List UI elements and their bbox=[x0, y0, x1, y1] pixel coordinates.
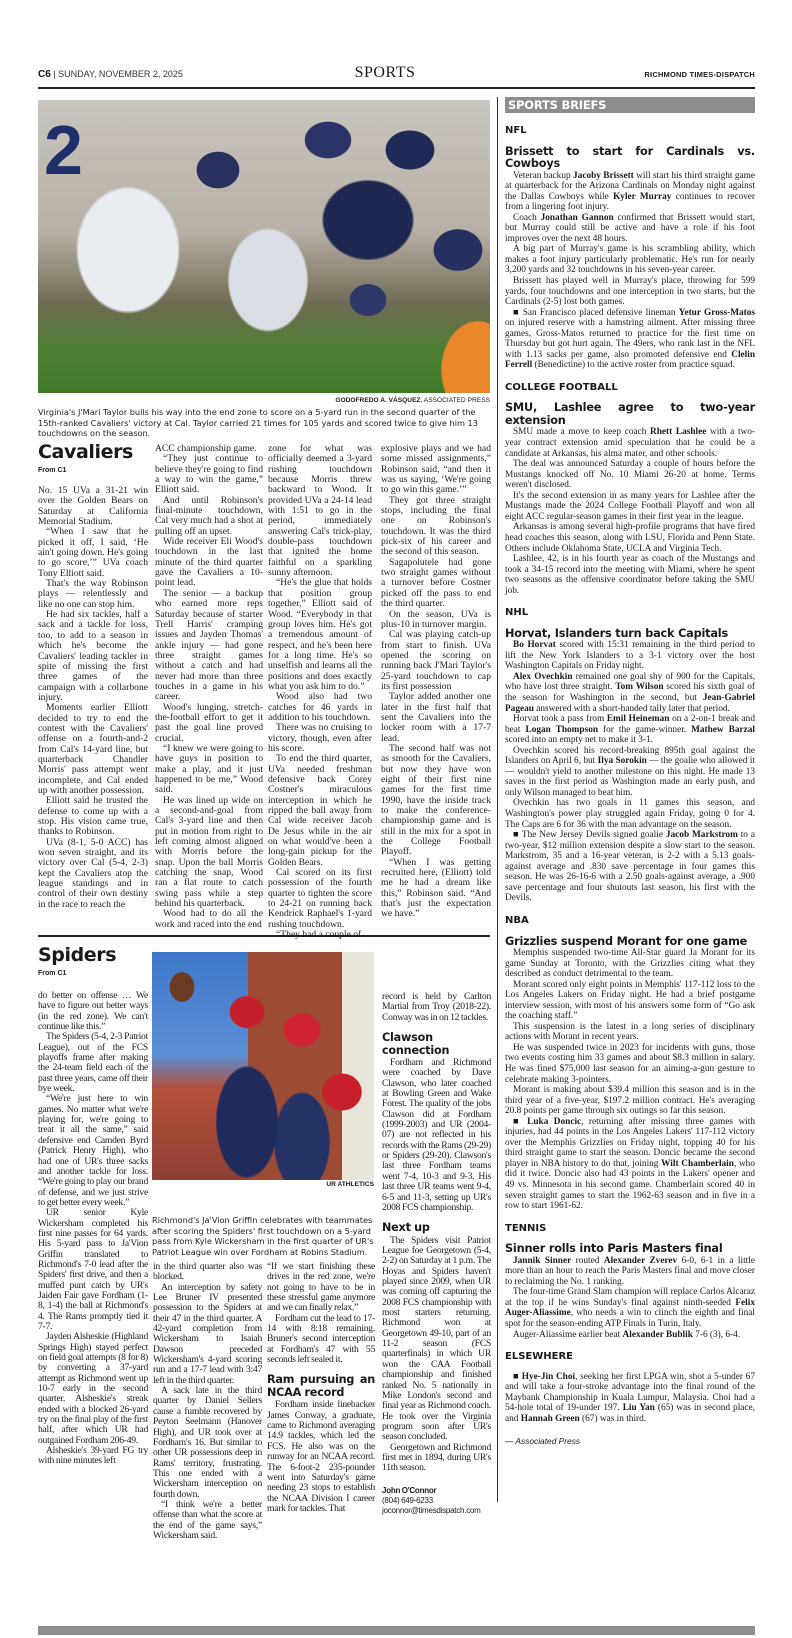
paragraph: “They had a couple of bbox=[276, 929, 362, 941]
byline: (804) 649-6233 bbox=[382, 1495, 433, 1505]
bold-name: Alexander Bublik bbox=[622, 1329, 693, 1340]
paragraph: Wood's lunging, stretch-the-football effort to get it past the goal line proved crucial. bbox=[155, 701, 263, 744]
brief-headline: Horvat, Islanders turn back Capitals bbox=[505, 626, 728, 640]
cavaliers-column-1 bbox=[38, 486, 148, 910]
paragraph bbox=[505, 213, 755, 245]
bold-name: Kyler Murray bbox=[613, 191, 672, 202]
photographer-name: GODOFREDO A. VÁSQUEZ bbox=[335, 397, 421, 404]
text-run: answered with a short-handed tally later that period. bbox=[533, 703, 730, 714]
paragraph: He was suspended twice in 2023 for incidents with guns, those two events costing him 33 games and about $8.3 million in salary. He was fined $75,000 last season for an aiming-a-gun gesture to celebrate making 3-pointers. bbox=[505, 1042, 755, 1085]
paragraph: UVa (8-1, 5-0 ACC) has won seven straight, and its victory over Cal (5-4, 2-3) kept the Cavaliers atop the league standings and in control of their own destiny in the race to reach the bbox=[38, 836, 148, 910]
paragraph: record is held by Carlton Martial from Troy (2018-22). Conway was in on 12 tackles. bbox=[382, 991, 491, 1023]
paragraph bbox=[505, 746, 755, 799]
paragraph: UR senior Kyle Wickersham completed his first nine passes for 64 yards. His 5-yard pass to Ja'Vion Griffin translated to Richmond's 7-0 lead after the Spiders' first drive, and then a muffed punt catch by UR's Jaiden Fair gave Fordham (1-8, 1-4) the ball at Richmond's 4. The Rams promptly tied it 7-7. bbox=[38, 1207, 148, 1332]
paragraph: And until Robinson's final-minute touchdown, Cal very much had a shot at pulling off an upset. bbox=[155, 494, 263, 537]
bold-name: Felix Auger-Aliassime bbox=[505, 1297, 755, 1319]
paragraph: No. 15 UVa a 31-21 win over the Golden Bears on Saturday at California Memorial Stadium. bbox=[38, 485, 148, 528]
text-run: for the game-winner. bbox=[598, 724, 692, 735]
text-run: confirmed that Brissett would start, but Murray could still be active and have a role if his foot improves over the next 48 hours. bbox=[505, 212, 756, 244]
paragraph: “He's the glue that holds that position group together,” Elliott said of Wood. “Everybody in that group loves him. He's got a tremendous amount of respect, and he's been here for a long time. He's so unselfish and learns all the positions and does exactly what you ask him to do.” bbox=[268, 577, 372, 692]
bold-name: Wilt Chamberlain bbox=[661, 1158, 734, 1169]
paragraph: The senior — a backup who earned more reps Saturday because of starter Trell Harris' cramping issues and Jayden Thomas' ankle injury — had gone three straight games without a catch and had never had more than three touches in a game in his career. bbox=[155, 587, 263, 703]
bold-name: Jannik Sinner bbox=[513, 1255, 572, 1266]
brief-category: NHL bbox=[505, 607, 529, 619]
cavaliers-column-2 bbox=[155, 444, 263, 930]
paragraph: explosive plays and we had some missed assignments,” Robinson said, “and then it was us saying, ‘We're going to go win this game.’” bbox=[381, 443, 491, 496]
brief-section-nhl bbox=[505, 608, 755, 904]
brief-section-elsewhere bbox=[505, 1352, 755, 1424]
cavaliers-column-3 bbox=[268, 444, 372, 941]
brief-headline: Brissett to start for Cardinals vs. Cowboys bbox=[505, 144, 755, 171]
bold-name: Alex Ovechkin bbox=[513, 671, 573, 682]
paragraph: Morant scored only eight points in Memphis' 117-112 loss to the Los Angeles Lakers on Friday night. He had a brief postgame interview session, with most of his answers some form of “Go ask the coaching staff.” bbox=[505, 979, 755, 1022]
paragraph bbox=[505, 640, 755, 672]
paragraph: They got three straight stops, including the final one on Robinson's touchdown. It was the third pick-six of his career and the second of this season. bbox=[381, 494, 491, 558]
text-run: Ovechkin scored his record-breaking 895th goal against the Islanders on April 6, but bbox=[505, 745, 755, 767]
brief-headline: Grizzlies suspend Morant for one game bbox=[505, 934, 748, 948]
paragraph: On the season, UVa is plus-10 in turnover margin. bbox=[381, 608, 491, 630]
paragraph: Lashlee, 42, is in his fourth year as coach of the Mustangs and took a 34-15 record into the meeting with Miami, where he spent two seasons as the offensive coordinator before taking the SMU job. bbox=[505, 554, 755, 596]
paragraph: “They just continue to believe they're going to find a way to win the game,” Elliott said. bbox=[155, 453, 263, 496]
paragraph: He had six tackles, half a sack and a tackle for loss, too, to add to a season in which he's become the Cavaliers' leading tackler in spite of missing the first three games of the campaign with a collarbone injury. bbox=[38, 609, 148, 703]
bold-name: Hannah Green bbox=[520, 1413, 580, 1424]
bold-name: Jean-Gabriel Pageau bbox=[505, 693, 755, 714]
jump-line: From C1 bbox=[38, 467, 67, 474]
paragraph: Fordham and Richmond were coached by Dave Clawson, who later coached at Bowling Green and Wake Forest. The quality of the jobs Clawson did at Fordham (1999-2003) and UR (2004-07) are not reflected in his records with the Rams (29-29) or Spiders (29-20). Clawson's last three Fordham teams went 7-4, 10-3 and 9-3. His last three UR teams went 9-4, 6-5 and 11-3, setting up UR's 2008 FCS championship. bbox=[382, 1057, 491, 1213]
paragraph: Arkansas is among several high-profile programs that have fired head coaches this season, along with LSU, Florida and Penn State. Others include Oklahoma State, UCLA and Virginia Tech. bbox=[505, 522, 755, 554]
paragraph: Sagapolutele had gone two straight games without a turnover before Costner picked off the pass to end the third quarter. bbox=[381, 556, 491, 610]
paragraph: Wood also had two catches for 46 yards in addition to his touchdown. bbox=[268, 691, 372, 723]
text-run: Veteran backup bbox=[513, 170, 574, 181]
text-run: scored with 15:31 remaining in the third period to lift the New York Islanders to a 3-1 victory over the host Washington Capitals on Friday night. bbox=[505, 640, 755, 672]
byline: John O'Connor bbox=[382, 1485, 437, 1495]
text-run: on injured reserve with a hamstring ailment. After missing three games, Gross-Matos returned to practice for the first time on Thursday but got hurt again. The 49ers, who rank last in the NFL with 1.13 sacks per game, also promoted defensive end bbox=[505, 318, 755, 360]
paragraph: Cal scored on its first possession of the fourth quarter to tighten the score to 24-21 on running back Kendrick Raphael's 1-yard rushing touchdown. bbox=[268, 867, 372, 930]
brief-category: TENNIS bbox=[505, 1222, 547, 1234]
photo-agency: , ASSOCIATED PRESS bbox=[420, 397, 490, 404]
paragraph: Cal was playing catch-up from start to finish. UVa opened the scoring on running back J'Mari Taylor's 25-yard touchdown to cap its first possession bbox=[381, 629, 491, 692]
paragraph: It's the second extension in as many years for Lashlee after the Mustangs made the 2024 College Football Playoff and won all eight ACC regular-season games in their first year in the league. bbox=[505, 490, 755, 522]
paragraph bbox=[505, 1330, 755, 1341]
paragraph: The deal was announced Saturday a couple of hours before the Mustangs knocked off No. 10 Miami 26-20 at home. Terms weren't disclosed. bbox=[505, 459, 755, 491]
bold-name: Jacob Markstrom bbox=[665, 830, 738, 841]
issue-date: SUNDAY, NOVEMBER 2, 2025 bbox=[58, 69, 183, 79]
text-run: Horvat took a pass from bbox=[513, 714, 607, 725]
text-run: (Benedictine) to the active roster from practice squad. bbox=[532, 360, 735, 371]
subhead: Next up bbox=[382, 1221, 430, 1235]
story-headline: Spiders bbox=[38, 944, 117, 966]
text-run: scored his sixth goal of the season for Washington in the second, but bbox=[505, 682, 755, 704]
paragraph: Memphis suspended two-time All-Star guard Ja Morant for its game Sunday at Toronto, with the Grizzlies citing what they described as conduct detrimental to the team. bbox=[505, 948, 755, 980]
text-run: on a 2-on-1 break and beat bbox=[505, 714, 755, 735]
paragraph bbox=[505, 308, 755, 371]
paragraph: “I think we're a better offense than what the score at the end of the game says,” Wickersham said. bbox=[153, 1498, 262, 1541]
bold-name: Bo Horvat bbox=[513, 640, 556, 651]
brief-category: COLLEGE FOOTBALL bbox=[505, 381, 618, 393]
paragraph bbox=[505, 1372, 755, 1425]
paragraph bbox=[505, 1117, 755, 1212]
brief-section-college-football bbox=[505, 383, 755, 596]
text-run: continues to recover from a lingering foot injury. bbox=[505, 191, 756, 213]
bold-name: Mathew Barzal bbox=[691, 724, 755, 735]
paragraph: in the third quarter also was blocked. bbox=[153, 1261, 262, 1283]
text-run: , who needs a win to clinch the eighth and final spot for the season-ending ATP Finals in Turin, Italy. bbox=[505, 1308, 755, 1329]
paragraph: Georgetown and Richmond first met in 1894, during UR's 11th season. bbox=[382, 1441, 491, 1474]
paragraph: Fordham cut the lead to 17-14 with 8:18 remaining. Bruner's second interception at Fordham's 47 with 55 seconds left sealed it. bbox=[267, 1312, 375, 1366]
cavaliers-photo bbox=[38, 100, 490, 393]
paragraph: Taylor added another one later in the first half that sent the Cavaliers into the locker room with a 17-7 lead. bbox=[381, 691, 491, 744]
paragraph: A sack late in the third quarter by Daniel Sellers cause a fumble recovered by Peyton Seelmann (Hanover High), and UR took over at Fordham's 16. But similar to other UR possessions deep in Rams' territory, frustrating. This one ended with a Wickersham interception on fourth down. bbox=[153, 1385, 262, 1500]
byline: joconnor@timesdispatch.com bbox=[382, 1505, 481, 1515]
paragraph bbox=[505, 1256, 755, 1288]
bold-name: Clelin Ferrell bbox=[505, 349, 755, 371]
newspaper-name: RICHMOND TIMES-DISPATCH bbox=[644, 70, 755, 79]
text-run: (67) was in third. bbox=[579, 1413, 647, 1424]
sports-briefs-banner: SPORTS BRIEFS bbox=[505, 97, 755, 113]
paragraph: “When I was getting recruited here, (Elliott) told me he had a dream like this,” Robinson said. “And that's just the expectation we have.” bbox=[381, 856, 491, 920]
paragraph: “I knew we were going to have guys in position to make a play, and it just happened to be me,” Wood said. bbox=[155, 742, 263, 796]
text-run: — the goalie who allowed it — wouldn't yield to another milestone on this night. He made 13 saves in the first period as Washington made an early push, and only Wilson managed to beat him. bbox=[505, 756, 755, 798]
paragraph: “When I saw that he picked it off, I said, ‘He ain't going down. He's going to go score,’” UVa coach Tony Elliott said. bbox=[38, 526, 148, 579]
photo-caption: Richmond's Ja'Vion Griffin celebrates with teammates after scoring the Spiders' first touchdown on a 5-yard pass from Kyle Wickersham in the first quarter of UR's Patriot League win over Fordham at Robins Stadium. bbox=[152, 1215, 374, 1257]
paragraph: An interception by safety Lee Bruner IV presented possession to the Spiders at their 47 in the third quarter. A 42-yard completion from Wickersham to Isaiah Dawson preceded Wickersham's 4-yard scoring run and a 17-7 lead with 3:47 left in the third quarter. bbox=[153, 1281, 262, 1386]
brief-category: NFL bbox=[505, 125, 527, 136]
header-rule bbox=[38, 87, 755, 89]
paragraph bbox=[505, 714, 755, 746]
paragraph bbox=[505, 672, 755, 714]
paragraph: The Spiders (5-4, 2-3 Patriot League), out of the FCS playoffs frame after making the 24-team field each of the past three years, came off their bye week. bbox=[38, 1031, 148, 1095]
text-run: routed bbox=[571, 1255, 604, 1266]
bold-name: Tom Wilson bbox=[615, 682, 664, 693]
bold-name: Hye-Jin Choi bbox=[521, 1371, 576, 1382]
text-run: 6-0, 6-1 in a little more than an hour to reach the Paris Masters final and move closer to reclaiming the No. 1 ranking. bbox=[505, 1255, 755, 1287]
text-run: (65) was in second place, and bbox=[505, 1403, 755, 1424]
paragraph: Brissett has played well in Murray's place, throwing for 599 yards, four touchdowns and one interception in two starts, but the Cardinals (2-5) lost both games. bbox=[505, 276, 755, 308]
wire-credit: — Associated Press bbox=[505, 1436, 581, 1447]
paragraph bbox=[505, 830, 755, 904]
text-run: ■ bbox=[513, 1371, 522, 1382]
text-run: SMU made a move to keep coach bbox=[513, 427, 651, 438]
paragraph: “We're just here to win games. No matter what we're playing for, we're going to treat it all the same,” said defensive end Camden Byrd (Patrick Henry High), who had one of UR's three sacks and another tackle for loss. “We're going to play our brand of defense, and we just strive to get better every week.” bbox=[38, 1093, 148, 1208]
brief-section-tennis bbox=[505, 1224, 755, 1340]
sports-briefs bbox=[505, 118, 755, 1447]
photo-credit: UR ATHLETICS bbox=[326, 1181, 374, 1188]
paragraph: The second half was not as smooth for the Cavaliers, but now they have won eight of their first nine games for the first time 1990, have the inside track to make the conference-championship game and is still in the mix for a spot in the College Football Playoff. bbox=[381, 742, 491, 858]
bold-name: Rhett Lashlee bbox=[650, 427, 707, 438]
spiders-column-2 bbox=[153, 1262, 262, 1541]
bold-name: Luka Doncic bbox=[527, 1116, 582, 1127]
bold-name: Ilya Sorokin bbox=[597, 756, 647, 767]
brief-category: NBA bbox=[505, 914, 529, 926]
paragraph: He was lined up wide on a second-and-goal from Cal's 3-yard line and then put in motion from right to left coming almost aligned with Morris before the snap. Upon the ball Morris catching the snap, Wood ran a flat route to catch swing pass while a step behind his quarterback. bbox=[155, 794, 263, 910]
paragraph bbox=[505, 171, 755, 213]
brief-section-nfl bbox=[505, 126, 755, 371]
paragraph: Wide receiver Eli Wood's touchdown in the last minute of the third quarter gave the Cavaliers a 10-point lead. bbox=[155, 536, 263, 589]
subhead: Clawson connection bbox=[382, 1031, 450, 1057]
page-number: C6 bbox=[38, 69, 51, 80]
text-run: 7-6 (3), 6-4. bbox=[692, 1329, 741, 1340]
text-run: Coach bbox=[513, 212, 541, 223]
story-headline: Cavaliers bbox=[38, 441, 133, 463]
spiders-column-1 bbox=[38, 991, 148, 1467]
paragraph: Wood had to do all the work and raced into the end bbox=[155, 908, 263, 930]
text-run: to a two-year, $12 million extension despite a slow start to the season. Markstrom, 35 and a 16-year veteran, is 2-2 with a 5.13 goals-against average and .830 save percentage in four games this season. He was 26-16-6 with a 2.50 goals-against average, a .900 save percentage and four shutouts last season, his first with the Devils. bbox=[505, 830, 755, 904]
jump-line: From C1 bbox=[38, 970, 67, 977]
spiders-column-3 bbox=[267, 1262, 375, 1514]
brief-category: ELSEWHERE bbox=[505, 1351, 573, 1363]
bold-name: Emil Heineman bbox=[606, 714, 670, 725]
text-run: will start his third straight game at quarterback for the Arizona Cardinals on Monday night against the Dallas Cowboys while bbox=[505, 170, 755, 202]
bold-name: Yetur Gross-Matos bbox=[678, 307, 755, 318]
paragraph: ACC championship game. bbox=[155, 443, 257, 454]
text-run: , who did it twice. Doncic also had 43 points in the Lakers' opener and 49 vs. Minnesota in his second game. Chamberlain scored 40 in seven straight games to start the 1962-63 season and in five in a row to start 1961-62. bbox=[505, 1158, 755, 1212]
paragraph: That's the way Robinson plays — relentlessly and like no one can stop him. bbox=[38, 578, 148, 610]
paragraph: There was no cruising to victory, though, even after his score. bbox=[268, 722, 372, 754]
text-run: ■ The New Jersey Devils signed goalie bbox=[513, 830, 666, 841]
cavaliers-headline-block bbox=[38, 441, 148, 483]
photo-credit bbox=[38, 397, 490, 404]
spiders-headline-block bbox=[38, 944, 148, 986]
bold-name: Liu Yan bbox=[622, 1403, 655, 1414]
paragraph: Jayden Alsheskie (Highland Springs High) stayed perfect on field goal attempts (8 for 8) by converting a 37-yard attempt as Richmond went up 10-7 early in the second quarter. Alsheskie's streak ended with a blocked 26-yard try on the final play of the first half, after which UR had outgained Fordham 206-49. bbox=[38, 1331, 148, 1446]
photo-caption: Virginia's J'Mari Taylor bulls his way into the end zone to score on a 5-yard run in the second quarter of the 15th-ranked Cavaliers' victory at Cal. Taylor carried 21 times for 105 yards and scored twice to give him 13 touchdowns on the season. bbox=[38, 407, 478, 439]
brief-headline: Sinner rolls into Paris Masters final bbox=[505, 1242, 723, 1256]
text-run: , seeking her first LPGA win, shot a 5-under 67 and will take a four-stroke advantage into the final round of the Maybank Championship in Kuala Lumpur, Malaysia. Choi had a 54-hole total of 19-under 197. bbox=[505, 1371, 755, 1414]
bold-name: Jonathan Gannon bbox=[540, 212, 614, 223]
cavaliers-column-4 bbox=[381, 444, 491, 920]
paragraph: Morant is making about $39.4 million this season and is in the third year of a five-year, $197.2 million contract. He's averaging 20.8 points per game through six outings so far this season. bbox=[505, 1085, 755, 1117]
text-run: ■ bbox=[513, 1116, 528, 1127]
page-folio bbox=[38, 69, 183, 80]
paragraph: A big part of Murray's game is his scrambling ability, which makes a foot injury particularly problematic. He's run for nearly 3,200 yards and 32 touchdowns in his seven-year career. bbox=[505, 244, 755, 276]
jersey-number: 2 bbox=[44, 111, 83, 189]
paragraph: “If we start finishing these drives in the red zone, we're not going to have to be in these stressful game anymore and we can finally relax.” bbox=[267, 1261, 375, 1314]
section-title: SPORTS bbox=[354, 64, 416, 81]
text-run: scored into an empty net to make it 3-1. bbox=[505, 735, 653, 746]
text-run: with a two-year contract extension amid speculation that he could be a candidate at Arkansas, his alma mater, and other schools. bbox=[505, 427, 755, 459]
paragraph: zone for what was officially deemed a 3-yard rushing touchdown because Morris threw backward to Wood. It provided UVa a 24-14 lead with 1:51 to go in the period, immediately answering Cal's trick-play, double-pass touchdown that ignited the home faithful on a sparkling sunny afternoon. bbox=[268, 443, 372, 579]
paragraph: Alsheskie's 39-yard FG try with nine minutes left bbox=[38, 1445, 148, 1467]
paragraph bbox=[505, 1287, 755, 1329]
story-divider bbox=[38, 935, 490, 937]
bold-name: Jacoby Brissett bbox=[573, 170, 634, 181]
paragraph: Moments earlier Elliott decided to try to end the contest with the Cavaliers' offense on a fourth-and-2 from Cal's 14-yard line, but quarterback Chandler Morris' pass attempt went incomplete, and Cal ended up with another possession. bbox=[38, 702, 148, 796]
text-run: The four-time Grand Slam champion will replace Carlos Alcaraz at the top if he wins Sunday's final against ninth-seeded bbox=[505, 1287, 755, 1308]
footer-bar bbox=[38, 1626, 755, 1635]
brief-headline: SMU, Lashlee agree to two-year extension bbox=[505, 401, 755, 427]
paragraph: To end the third quarter, UVa needed freshman defensive back Corey Costner's miraculous interception in which he ripped the ball away from Cal wide receiver Jacob De Jesus while in the air on what would've been a long-gain pickup for the Golden Bears. bbox=[268, 753, 372, 868]
bold-name: Alexander Zverev bbox=[603, 1255, 678, 1266]
paragraph bbox=[505, 427, 755, 459]
text-run: , returning after missing three games with injuries, had 44 points in the Los Angeles Lakers' 117-112 victory over the Memphis Grizzlies on Friday night, topping 40 for his third straight game to start the season. Doncic became the second player in NBA history to do that, joining bbox=[505, 1116, 755, 1169]
text-run: Auger-Aliassime earlier beat bbox=[513, 1329, 623, 1340]
brief-section-nba bbox=[505, 916, 755, 1212]
text-run: ■ San Francisco placed defensive lineman bbox=[513, 307, 679, 318]
folio-divider: | bbox=[53, 69, 56, 79]
text-run: remained one goal shy of 900 for the Capitals, who have lost three straight. bbox=[505, 671, 756, 693]
paragraph: Elliott said he trusted the defense to come up with a stop. His vision came true, thanks to Robinson. bbox=[38, 795, 148, 838]
subhead: Ram pursuing an NCAA record bbox=[267, 1373, 375, 1399]
spiders-photo bbox=[152, 952, 374, 1180]
spiders-column-4 bbox=[382, 992, 491, 1516]
paragraph: The Spiders visit Patriot League foe Georgetown (5-4, 2-2) on Saturday at 1 p.m. The Hoyas and Spiders haven't played since 2009, when UR was coming off capturing the 2008 FCS championship with most starters returning. Richmond won at Georgetown 49-10, part of an 11-2 season (FCS quarterfinals) in which UR won the CAA Football championship and finished ranked No. 5 nationally in Mike London's second and final year as Richmond coach. He took over the Virginia program soon after UR's season concluded. bbox=[382, 1234, 491, 1443]
paragraph: This suspension is the latest in a long series of disciplinary actions with Morant in recent years. bbox=[505, 1021, 755, 1043]
paragraph: Fordham inside linebacker James Conway, a graduate, came to Richmond averaging 14.9 tackles, which led the FCS. He also was on the runway for an NCAA record. The 6-foot-2 235-pounder went into Saturday's game needing 23 stops to establish the NCAA Division I career mark for tackles. That bbox=[267, 1399, 375, 1514]
column-divider bbox=[497, 97, 498, 1502]
paragraph: Ovechkin has two goals in 11 games this season, and Washington's power play struggled again Friday, going 0 for 4. The Caps are 6 for 36 with the man advantage on the season. bbox=[505, 798, 755, 830]
bold-name: Logan Thompson bbox=[525, 724, 599, 735]
paragraph: do better on offense … We have to figure out better ways (in the red zone). We can't continue like this.” bbox=[38, 990, 148, 1033]
